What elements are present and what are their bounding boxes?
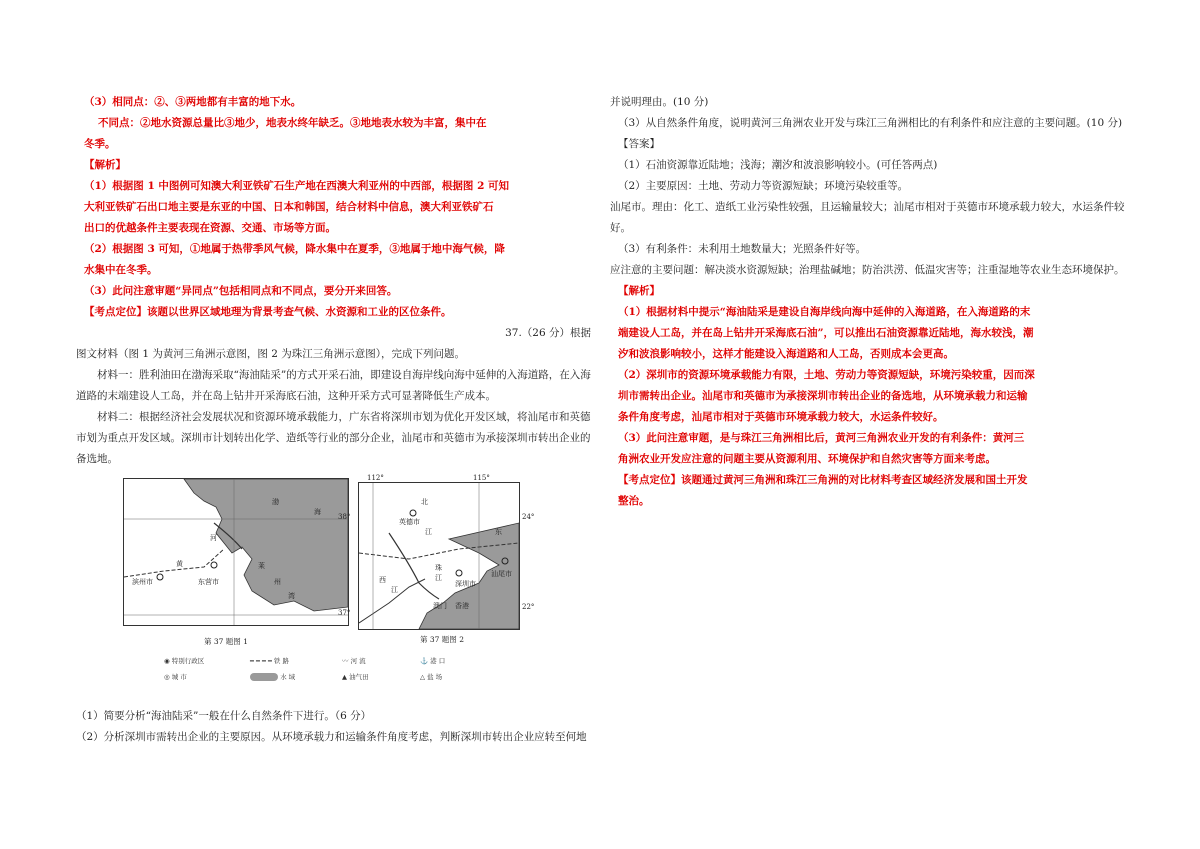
analysis-line: 【考点定位】该题以世界区域地理为背景考查气候、水资源和工业的区位条件。: [84, 306, 452, 318]
analysis-line: 大利亚铁矿石出口地主要是东亚的中国、日本和韩国，结合材料中信息，澳大利亚铁矿石: [84, 201, 494, 213]
map-1-label: 州: [274, 578, 281, 586]
answer-3-issues: 应注意的主要问题：解决淡水资源短缺；治理盐碱地；防治洪涝、低温灾害等；注重湿地等农业生态环境保护。: [610, 264, 1125, 276]
analysis-line: 水集中在冬季。: [84, 264, 158, 276]
material-2: 材料二：根据经济社会发展状况和资源环境承载能力，广东省将深圳市划为优化开发区域，将汕尾市和英德市划为重点开发区域。深圳市计划转出化学、造纸等行业的部分企业，汕尾市和英德市为承接深圳市转出企业的备选地。: [76, 411, 591, 465]
map-yellow-river-delta: [123, 478, 349, 626]
right-analysis-block: [610, 281, 1130, 512]
legend-text: 水 域: [280, 673, 296, 681]
map-1-label: 河: [210, 534, 217, 542]
analysis-label: 【解析】: [618, 285, 660, 297]
map-2-label: 22°: [522, 603, 535, 611]
map-1-label: 海: [314, 508, 321, 516]
map-1-label: 38°: [338, 513, 351, 521]
map-pearl-river-delta: [358, 474, 535, 630]
answer-3-line: （3）相同点：②、③两地都有丰富的地下水。: [84, 96, 302, 108]
map-1-label: 滨州市: [132, 578, 153, 586]
map-1-label: 渤: [272, 498, 279, 506]
question-37-heading: 37.（26 分）根据: [505, 327, 591, 339]
map-2-label: 西: [379, 576, 386, 584]
legend-port: ⚓ 港 口: [420, 657, 446, 665]
analysis-line: （2）深圳市的资源环境承载能力有限，土地、劳动力等资源短缺，环境污染较重，因而深: [618, 369, 1035, 381]
analysis-line: 端建设人工岛，并在岛上钻井开采海底石油”，可以推出石油资源靠近陆地，海水较浅，潮: [618, 327, 1034, 339]
answer-label: 【答案】: [618, 138, 660, 150]
map-2-label: 112°: [367, 474, 384, 482]
question-1: （1）简要分析“海油陆采”一般在什么自然条件下进行。（6 分）: [76, 710, 372, 722]
map-2-label: 24°: [522, 513, 535, 521]
map-1-label: 37°: [338, 609, 351, 617]
analysis-line: （3）此问注意审题，是与珠江三角洲相比后，黄河三角洲农业开发的有利条件：黄河三: [618, 432, 1025, 444]
figure-maps: [120, 474, 535, 706]
analysis-block: [76, 155, 591, 323]
map-2-label: 北: [421, 498, 428, 506]
figure-1-caption: 第 37 题图 1: [204, 637, 248, 646]
legend-text: 港 口: [430, 657, 446, 665]
analysis-label: 【解析】: [84, 159, 126, 171]
map-2-label: 香港: [455, 602, 469, 610]
map-2-label: 东: [495, 528, 502, 536]
map-2-label: 澳门: [433, 602, 447, 610]
legend-text: 盐 场: [427, 673, 443, 681]
analysis-line: （3）此问注意审题“异同点”包括相同点和不同点，要分开来回答。: [84, 285, 398, 297]
left-column: [76, 92, 591, 470]
analysis-line: 出口的优越条件主要表现在资源、交通、市场等方面。: [84, 222, 336, 234]
map-2-label: 江: [435, 574, 442, 582]
legend-text: 河 流: [350, 657, 366, 665]
map-1-label: 湾: [288, 592, 295, 600]
left-questions: [76, 706, 591, 748]
map-2-label: 英德市: [399, 518, 420, 526]
map-2-label: 江: [425, 528, 432, 536]
answer-3-line: 不同点：②地水资源总量比③地少，地表水终年缺乏。③地地表水较为丰富，集中在: [98, 117, 487, 129]
question-3: （3）从自然条件角度，说明黄河三角洲农业开发与珠江三角洲相比的有利条件和应注意的主要问题。(10 分): [618, 117, 1123, 129]
legend-water: [250, 672, 295, 681]
analysis-line: 汐和波浪影响较小，这样才能建设入海道路和人工岛，否则成本会更高。: [618, 348, 954, 360]
map-2-label: 珠: [435, 564, 442, 572]
map-2-label: 江: [391, 586, 398, 594]
legend-oil-gas-field: ▲ 油气田: [342, 673, 369, 681]
answer-3-line: 冬季。: [84, 138, 116, 150]
analysis-line: 整治。: [618, 495, 650, 507]
answer-2: （2）主要原因：土地、劳动力等资源短缺；环境污染较重等。: [618, 180, 909, 192]
question-2-continued: 并说明理由。(10 分): [610, 96, 709, 108]
map-2-label: 深圳市: [455, 580, 476, 588]
analysis-line: 【考点定位】该题通过黄河三角洲和珠江三角洲的对比材料考查区域经济发展和国土开发: [618, 474, 1028, 486]
figure-2-caption: 第 37 题图 2: [420, 635, 464, 644]
legend-river: 〰 河 流: [342, 657, 366, 665]
answer-3: （3）有利条件：未利用土地数量大；光照条件好等。: [618, 243, 867, 255]
map-2-label: 汕尾市: [491, 570, 512, 578]
map-1-label: 黄: [176, 560, 183, 568]
legend-text: 铁 路: [273, 657, 289, 665]
legend-text: 特别行政区: [171, 657, 205, 665]
question-37-intro: 图文材料（图 1 为黄河三角洲示意图，图 2 为珠江三角洲示意图），完成下列问题。: [76, 348, 465, 360]
map-1-label: 东营市: [198, 578, 219, 586]
map-2-label: 115°: [473, 474, 490, 482]
legend-city: ◎ 城 市: [164, 673, 187, 681]
material-1: 材料一：胜利油田在渤海采取“海油陆采”的方式开采石油，即建设自海岸线向海中延伸的入海道路，在入海道路的末端建设人工岛，并在岛上钻井开采海底石油，这种开采方式可显著降低生产成本。: [76, 369, 591, 402]
answer-1: （1）石油资源靠近陆地；浅海；潮汐和波浪影响较小。(可任答两点): [618, 159, 938, 171]
analysis-line: 角洲农业开发应注意的问题主要从资源利用、环境保护和自然灾害等方面来考虑。: [618, 453, 996, 465]
answer-2-reason: 汕尾市。理由：化工、造纸工业污染性较强，且运输量较大；汕尾市相对于英德市环境承载力较大，水运条件较好。: [610, 201, 1125, 234]
legend-railway: ━ ━ ━ ━ 铁 路: [250, 657, 289, 665]
legend-special-region: ◉ 特别行政区: [164, 657, 205, 665]
question-2: （2）分析深圳市需转出企业的主要原因。从环境承载力和运输条件角度考虑，判断深圳市转出企业应转至何地: [76, 731, 587, 743]
legend-text: 城 市: [171, 673, 187, 681]
legend-text: 油气田: [349, 673, 369, 681]
analysis-line: （1）根据材料中提示“海油陆采是建设自海岸线向海中延伸的入海道路，在入海道路的末: [618, 306, 1031, 318]
legend-salt-field: △ 盐 场: [420, 673, 443, 681]
answer-3-block: [76, 92, 591, 155]
analysis-line: （1）根据图 1 中图例可知澳大利亚铁矿石生产地在西澳大利亚州的中西部，根据图 2 可知: [84, 180, 510, 192]
map-1-label: 莱: [258, 562, 265, 570]
right-column: [610, 92, 1130, 512]
map-1-graphic: [124, 479, 351, 625]
analysis-line: 条件角度考虑，汕尾市相对于英德市环境承载力较大，水运条件较好。: [618, 411, 944, 423]
analysis-line: （2）根据图 3 可知，①地属于热带季风气候，降水集中在夏季，③地属于地中海气候，降: [84, 243, 505, 255]
analysis-line: 圳市需转出企业。汕尾市和英德市为承接深圳市转出企业的备选地，从环境承载力和运输: [618, 390, 1028, 402]
